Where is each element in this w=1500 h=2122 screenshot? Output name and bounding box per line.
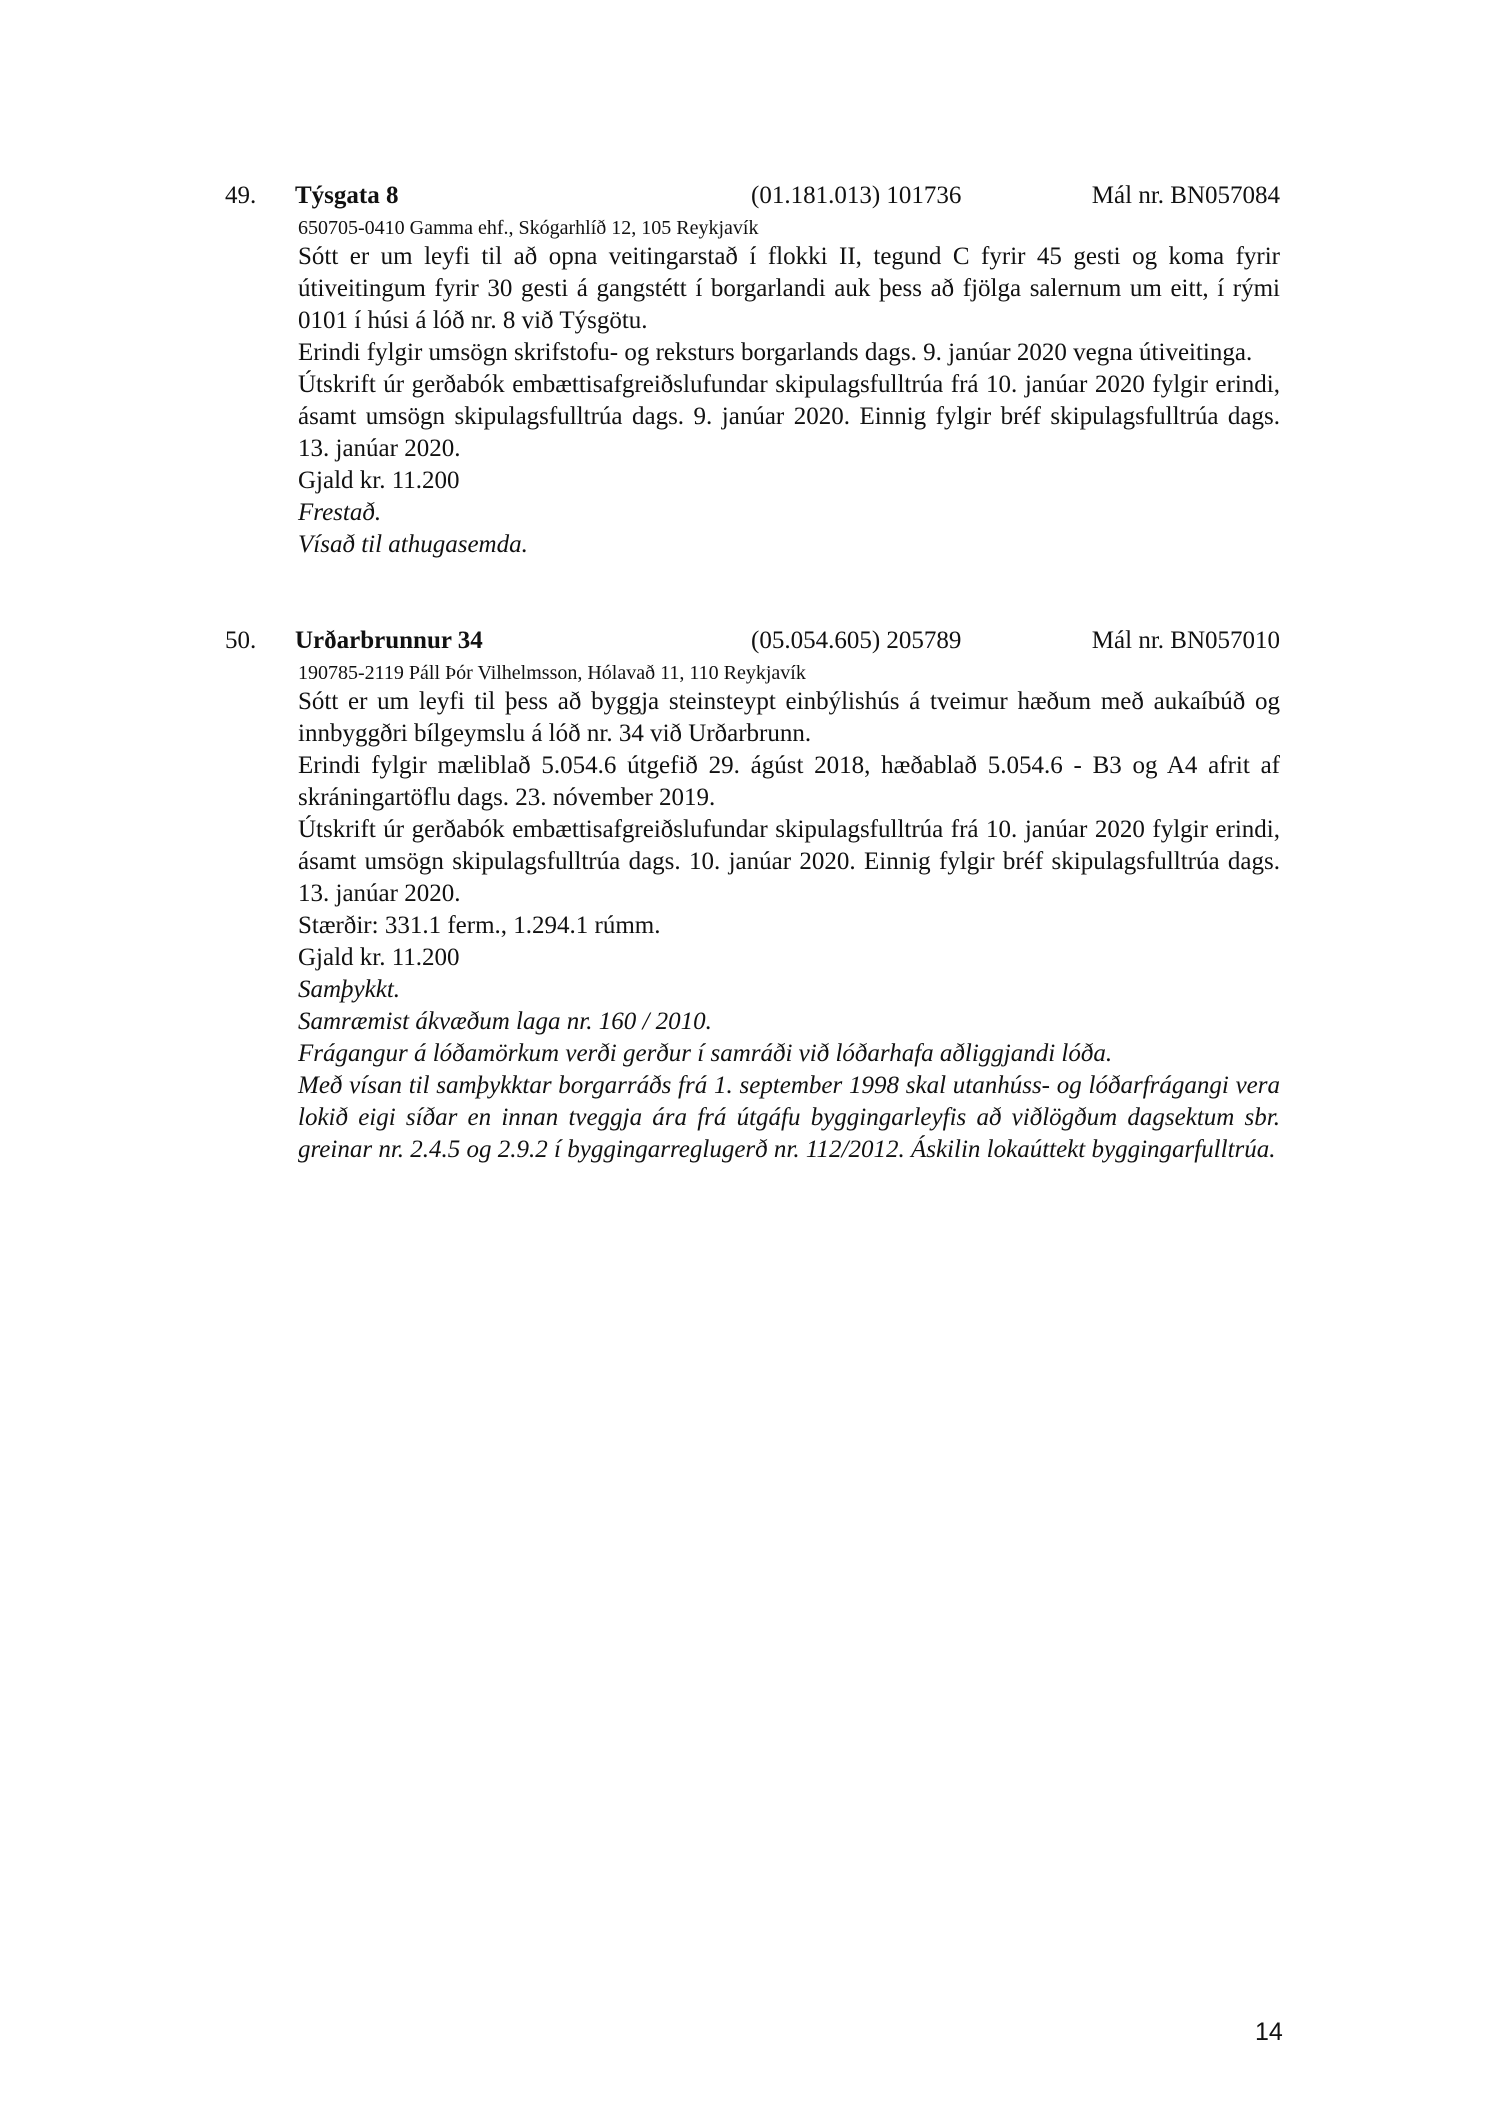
case-entry — [225, 625, 1280, 1166]
case-paragraph: Erindi fylgir mæliblað 5.054.6 útgefið 29. ágúst 2018, hæðablað 5.054.6 - B3 og A4 afrit af skráningartöflu dags. 23. nóvember 2019. — [298, 752, 1280, 811]
case-paragraph: Sótt er um leyfi til þess að byggja steinsteypt einbýlishús á tveimur hæðum með aukaíbúð og innbyggðri bílgeymslu á lóð nr. 34 við Urðarbrunn. — [298, 688, 1280, 747]
case-decision: Vísað til athugasemda. — [298, 531, 528, 558]
case-number: 50. — [225, 627, 257, 654]
case-decision: Samþykkt. — [298, 976, 401, 1003]
case-decision: Frágangur á lóðamörkum verði gerður í samráði við lóðarhafa aðliggjandi lóða. — [298, 1040, 1113, 1067]
case-number: 49. — [225, 182, 257, 209]
case-property-ids: (01.181.013) 101736 — [751, 182, 962, 209]
case-address: Týsgata 8 — [295, 182, 399, 209]
case-fee: Gjald kr. 11.200 — [298, 944, 460, 971]
case-decision: Frestað. — [298, 499, 382, 526]
case-paragraph: Útskrift úr gerðabók embættisafgreiðslufundar skipulagsfulltrúa frá 10. janúar 2020 fylgir erindi, ásamt umsögn skipulagsfulltrúa dags. 10. janúar 2020. Einnig fylgir bréf skipulagsfulltrúa dags. 13. janúar 2020. — [298, 816, 1280, 907]
case-paragraph: Útskrift úr gerðabók embættisafgreiðslufundar skipulagsfulltrúa frá 10. janúar 2020 fylgir erindi, ásamt umsögn skipulagsfulltrúa dags. 9. janúar 2020. Einnig fylgir bréf skipulagsfulltrúa dags. 13. janúar 2020. — [298, 371, 1280, 462]
case-applicant: 650705-0410 Gamma ehf., Skógarhlíð 12, 105 Reykjavík — [298, 217, 759, 239]
case-applicant: 190785-2119 Páll Þór Vilhelmsson, Hólavað 11, 110 Reykjavík — [298, 662, 806, 684]
case-address: Urðarbrunnur 34 — [295, 627, 483, 654]
page-number: 14 — [1255, 2018, 1283, 2046]
case-property-ids: (05.054.605) 205789 — [751, 627, 962, 654]
case-sizes: Stærðir: 331.1 ferm., 1.294.1 rúmm. — [298, 912, 661, 939]
case-body — [298, 241, 1280, 561]
case-decision: Með vísan til samþykktar borgarráðs frá 1. september 1998 skal utanhúss- og lóðarfrágangi vera lokið eigi síðar en innan tveggja ára frá útgáfu byggingarleyfis að viðlögðum dagsektum sbr. greinar nr. 2.4.5 og 2.9.2 í byggingarreglugerð nr. 112/2012. Áskilin lokaúttekt byggingarfulltrúa. — [298, 1072, 1280, 1163]
case-file-number: Mál nr. BN057010 — [1091, 627, 1280, 654]
case-fee: Gjald kr. 11.200 — [298, 467, 460, 494]
case-entry — [225, 180, 1280, 561]
case-body — [298, 686, 1280, 1166]
case-decision: Samræmist ákvæðum laga nr. 160 / 2010. — [298, 1008, 712, 1035]
case-file-number: Mál nr. BN057084 — [1091, 182, 1280, 209]
case-paragraph: Sótt er um leyfi til að opna veitingarstað í flokki II, tegund C fyrir 45 gesti og koma fyrir útiveitingum fyrir 30 gesti á gangstétt í borgarlandi auk þess að fjölga salernum um eitt, í rými 0101 í húsi á lóð nr. 8 við Týsgötu. — [298, 243, 1280, 334]
case-header — [225, 625, 1280, 660]
case-paragraph: Erindi fylgir umsögn skrifstofu- og reksturs borgarlands dags. 9. janúar 2020 vegna útiveitinga. — [298, 339, 1253, 366]
case-header — [225, 180, 1280, 215]
